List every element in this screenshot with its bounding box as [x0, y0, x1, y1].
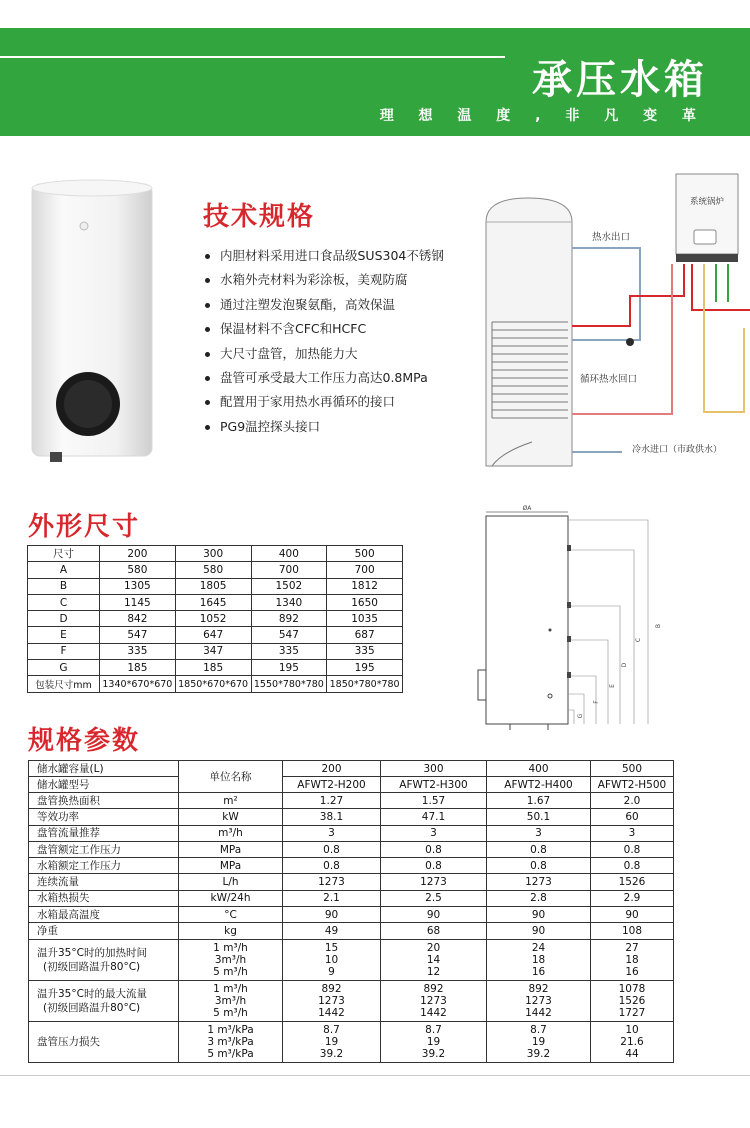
- table-cell: 3: [591, 825, 674, 841]
- table-cell: 1502: [251, 578, 327, 594]
- table-row: [28, 594, 403, 610]
- value-line: 44: [625, 1047, 639, 1060]
- table-cell: [283, 1021, 381, 1062]
- unit-line: 5 m³/h: [213, 1006, 248, 1019]
- table-cell: 水箱最高温度: [29, 907, 179, 923]
- value-line: 19: [531, 1035, 546, 1048]
- table-cell: [381, 939, 487, 980]
- table-cell: kW/24h: [179, 890, 283, 906]
- table-row: [28, 611, 403, 627]
- table-cell: 1145: [100, 594, 176, 610]
- table-cell: 1305: [100, 578, 176, 594]
- table-row: [29, 809, 674, 825]
- value-line: 12: [426, 965, 441, 978]
- value-line: 1273: [318, 994, 345, 1007]
- value-line: 39.2: [421, 1047, 446, 1060]
- table-cell: 净重: [29, 923, 179, 939]
- value-line: 892: [423, 982, 444, 995]
- table-row: [29, 841, 674, 857]
- table-cell: 547: [100, 627, 176, 643]
- hot-out-label: 热水出口: [592, 232, 631, 243]
- value-line: 21.6: [620, 1035, 644, 1048]
- table-cell: E: [28, 627, 100, 643]
- table-cell: 700: [251, 562, 327, 578]
- table-row: [28, 562, 403, 578]
- dim-label-c: C: [635, 637, 642, 643]
- table-cell: °C: [179, 907, 283, 923]
- table-cell: 200: [100, 546, 176, 562]
- table-cell: 单位名称: [179, 761, 283, 793]
- value-line: 27: [625, 941, 639, 954]
- table-row: [29, 980, 674, 1021]
- dim-label-e: E: [609, 684, 616, 688]
- table-row: [28, 660, 403, 676]
- value-line: 19: [324, 1035, 339, 1048]
- table-cell: [487, 939, 591, 980]
- value-line: 18: [625, 953, 639, 966]
- table-cell: 49: [283, 923, 381, 939]
- table-row: [29, 858, 674, 874]
- feature-item: PG9温控探头接口: [203, 415, 444, 439]
- table-cell: 1.57: [381, 793, 487, 809]
- value-line: 10: [625, 1023, 639, 1036]
- value-line: 1727: [618, 1006, 646, 1019]
- unit-line: 3 m³/kPa: [207, 1035, 254, 1048]
- table-cell: 185: [175, 660, 251, 676]
- table-cell: [179, 1021, 283, 1062]
- table-cell: 3: [381, 825, 487, 841]
- value-line: 20: [426, 941, 441, 954]
- table-cell: 47.1: [381, 809, 487, 825]
- table-cell: 盘管流量推荐: [29, 825, 179, 841]
- boiler-label: 系统锅炉: [689, 197, 725, 207]
- page-title: 承压水箱: [532, 57, 708, 103]
- table-cell: 2.1: [283, 890, 381, 906]
- dimensions-table: [27, 545, 403, 693]
- table-cell: 0.8: [381, 841, 487, 857]
- table-cell: [381, 980, 487, 1021]
- table-cell: kg: [179, 923, 283, 939]
- unit-line: 5 m³/h: [213, 965, 248, 978]
- table-cell: 1645: [175, 594, 251, 610]
- table-cell: 储水罐容量(L): [29, 761, 179, 777]
- table-cell: 0.8: [283, 858, 381, 874]
- table-cell: 90: [487, 923, 591, 939]
- table-cell: 547: [251, 627, 327, 643]
- dim-label-g: G: [577, 713, 584, 719]
- table-cell: 盘管换热面积: [29, 793, 179, 809]
- table-cell: AFWT2-H300: [381, 777, 487, 793]
- table-cell: G: [28, 660, 100, 676]
- table-cell: 0.8: [591, 841, 674, 857]
- table-cell: [487, 1021, 591, 1062]
- row-sublabel: (初级回路温升80°C): [43, 960, 141, 973]
- value-line: 16: [625, 965, 639, 978]
- table-cell: m²: [179, 793, 283, 809]
- unit-line: 3m³/h: [214, 994, 247, 1007]
- row-label: 温升35°C时的最大流量: [37, 987, 147, 1000]
- table-cell: 1340*670*670: [100, 676, 176, 692]
- row-sublabel: (初级回路温升80°C): [43, 1001, 141, 1014]
- table-row: [28, 627, 403, 643]
- dimension-drawing: [470, 500, 670, 740]
- table-cell: 347: [175, 643, 251, 659]
- dim-label-f: F: [593, 700, 600, 704]
- table-row: [29, 761, 674, 777]
- value-line: 8.7: [323, 1023, 340, 1036]
- table-cell: 连续流量: [29, 874, 179, 890]
- table-row: [28, 643, 403, 659]
- feature-item: 大尺寸盘管，加热能力大: [203, 342, 444, 366]
- table-cell: 68: [381, 923, 487, 939]
- feature-item: 通过注塑发泡聚氨酯，高效保温: [203, 293, 444, 317]
- table-cell: [591, 939, 674, 980]
- table-cell: 1.67: [487, 793, 591, 809]
- table-cell: 300: [175, 546, 251, 562]
- table-row: [28, 546, 403, 562]
- table-cell: 1340: [251, 594, 327, 610]
- feature-item: 保温材料不含CFC和HCFC: [203, 317, 444, 341]
- table-cell: D: [28, 611, 100, 627]
- feature-item: 内胆材料采用进口食品级SUS304不锈钢: [203, 244, 444, 268]
- table-cell: 1.27: [283, 793, 381, 809]
- table-cell: 3: [487, 825, 591, 841]
- table-row: [29, 825, 674, 841]
- table-cell: kW: [179, 809, 283, 825]
- table-cell: 500: [591, 761, 674, 777]
- table-cell: 1850*670*670: [175, 676, 251, 692]
- table-cell: [381, 1021, 487, 1062]
- table-cell: 335: [100, 643, 176, 659]
- value-line: 1273: [420, 994, 447, 1007]
- table-cell: 335: [251, 643, 327, 659]
- table-cell: 90: [283, 907, 381, 923]
- table-cell: 等效功率: [29, 809, 179, 825]
- value-line: 14: [426, 953, 441, 966]
- row-label: 温升35°C时的加热时间: [37, 946, 147, 959]
- table-cell: 1273: [283, 874, 381, 890]
- table-row: [29, 939, 674, 980]
- table-cell: 195: [327, 660, 403, 676]
- table-cell: 1850*780*780: [327, 676, 403, 692]
- unit-line: 5 m³/kPa: [207, 1047, 254, 1060]
- table-row: [29, 874, 674, 890]
- unit-line: 3m³/h: [214, 953, 247, 966]
- value-line: 39.2: [319, 1047, 344, 1060]
- table-cell: A: [28, 562, 100, 578]
- table-cell: 2.9: [591, 890, 674, 906]
- system-diagram: [472, 172, 750, 472]
- dim-label-b: B: [655, 623, 662, 629]
- table-cell: 0.8: [283, 841, 381, 857]
- value-line: 16: [531, 965, 546, 978]
- unit-line: 1 m³/h: [213, 941, 248, 954]
- table-cell: 90: [487, 907, 591, 923]
- value-line: 1273: [525, 994, 552, 1007]
- table-cell: [283, 980, 381, 1021]
- table-cell: 2.0: [591, 793, 674, 809]
- table-cell: 1526: [591, 874, 674, 890]
- value-line: 18: [531, 953, 546, 966]
- table-cell: 700: [327, 562, 403, 578]
- value-line: 1442: [318, 1006, 345, 1019]
- table-cell: 1805: [175, 578, 251, 594]
- table-row: [29, 793, 674, 809]
- table-cell: 2.8: [487, 890, 591, 906]
- table-cell: AFWT2-H400: [487, 777, 591, 793]
- feature-list: [203, 244, 444, 439]
- header-banner: [0, 0, 750, 136]
- table-cell: MPa: [179, 841, 283, 857]
- table-row: [29, 890, 674, 906]
- table-cell: 335: [327, 643, 403, 659]
- table-cell: 2.5: [381, 890, 487, 906]
- tech-heading: 技术规格: [203, 202, 316, 232]
- dim-label-d: D: [621, 662, 628, 668]
- table-cell: L/h: [179, 874, 283, 890]
- table-cell: 0.8: [487, 841, 591, 857]
- table-cell: AFWT2-H200: [283, 777, 381, 793]
- unit-line: 1 m³/h: [213, 982, 248, 995]
- value-line: 10: [324, 953, 339, 966]
- table-cell: 580: [100, 562, 176, 578]
- table-cell: 38.1: [283, 809, 381, 825]
- table-cell: [591, 1021, 674, 1062]
- value-line: 8.7: [425, 1023, 442, 1036]
- table-cell: 尺寸: [28, 546, 100, 562]
- table-cell: 0.8: [381, 858, 487, 874]
- table-row: [29, 777, 674, 793]
- slogan: 理 想 温 度 , 非 凡 变 革: [379, 108, 706, 124]
- table-row: [29, 923, 674, 939]
- table-cell: 580: [175, 562, 251, 578]
- cold-in-label: 冷水进口（市政供水）: [632, 445, 723, 455]
- value-line: 1526: [618, 994, 646, 1007]
- table-cell: 400: [251, 546, 327, 562]
- table-cell: [29, 1021, 179, 1062]
- water-tank-photo: [28, 176, 156, 466]
- table-cell: 195: [251, 660, 327, 676]
- table-cell: 687: [327, 627, 403, 643]
- table-cell: 108: [591, 923, 674, 939]
- table-cell: m³/h: [179, 825, 283, 841]
- value-line: 39.2: [526, 1047, 551, 1060]
- table-cell: 1035: [327, 611, 403, 627]
- table-cell: 185: [100, 660, 176, 676]
- table-cell: 200: [283, 761, 381, 777]
- value-line: 892: [528, 982, 549, 995]
- table-cell: AFWT2-H500: [591, 777, 674, 793]
- table-cell: 1812: [327, 578, 403, 594]
- spec-table: [28, 760, 674, 1063]
- table-cell: [179, 939, 283, 980]
- feature-item: 盘管可承受最大工作压力高达0.8MPa: [203, 366, 444, 390]
- dim-label-a: ØA: [522, 505, 532, 512]
- table-cell: 300: [381, 761, 487, 777]
- table-cell: [283, 939, 381, 980]
- table-cell: [29, 939, 179, 980]
- table-row: [28, 676, 403, 692]
- unit-line: 1 m³/kPa: [207, 1023, 254, 1036]
- value-line: 1442: [420, 1006, 447, 1019]
- table-cell: MPa: [179, 858, 283, 874]
- row-label: 盘管压力损失: [37, 1035, 100, 1048]
- divider: [0, 1075, 750, 1076]
- table-cell: B: [28, 578, 100, 594]
- value-line: 8.7: [530, 1023, 547, 1036]
- table-cell: 90: [381, 907, 487, 923]
- table-row: [28, 578, 403, 594]
- table-cell: 盘管额定工作压力: [29, 841, 179, 857]
- table-cell: [29, 980, 179, 1021]
- value-line: 19: [426, 1035, 441, 1048]
- table-cell: 1273: [381, 874, 487, 890]
- table-cell: 60: [591, 809, 674, 825]
- table-cell: 水箱额定工作压力: [29, 858, 179, 874]
- table-cell: 0.8: [591, 858, 674, 874]
- spec-heading: 规格参数: [28, 726, 141, 756]
- value-line: 9: [328, 965, 335, 978]
- table-cell: 包装尺寸mm: [28, 676, 100, 692]
- table-row: [29, 1021, 674, 1062]
- table-cell: 90: [591, 907, 674, 923]
- table-cell: [179, 980, 283, 1021]
- table-cell: 0.8: [487, 858, 591, 874]
- table-cell: 3: [283, 825, 381, 841]
- table-cell: 500: [327, 546, 403, 562]
- table-cell: 1550*780*780: [251, 676, 327, 692]
- table-cell: 400: [487, 761, 591, 777]
- table-cell: 842: [100, 611, 176, 627]
- value-line: 1078: [618, 982, 646, 995]
- table-cell: 水箱热损失: [29, 890, 179, 906]
- table-cell: 892: [251, 611, 327, 627]
- table-cell: F: [28, 643, 100, 659]
- recirc-label: 循环热水回口: [580, 374, 638, 385]
- table-cell: C: [28, 594, 100, 610]
- table-row: [29, 907, 674, 923]
- table-cell: 1650: [327, 594, 403, 610]
- table-cell: 1052: [175, 611, 251, 627]
- value-line: 892: [321, 982, 342, 995]
- table-cell: 储水罐型号: [29, 777, 179, 793]
- table-cell: [591, 980, 674, 1021]
- table-cell: 1273: [487, 874, 591, 890]
- feature-item: 水箱外壳材料为彩涂板，美观防腐: [203, 268, 444, 292]
- table-cell: 647: [175, 627, 251, 643]
- table-cell: 50.1: [487, 809, 591, 825]
- dims-heading: 外形尺寸: [28, 512, 141, 542]
- feature-item: 配置用于家用热水再循环的接口: [203, 390, 444, 414]
- value-line: 24: [531, 941, 546, 954]
- value-line: 15: [324, 941, 339, 954]
- table-cell: [487, 980, 591, 1021]
- value-line: 1442: [525, 1006, 552, 1019]
